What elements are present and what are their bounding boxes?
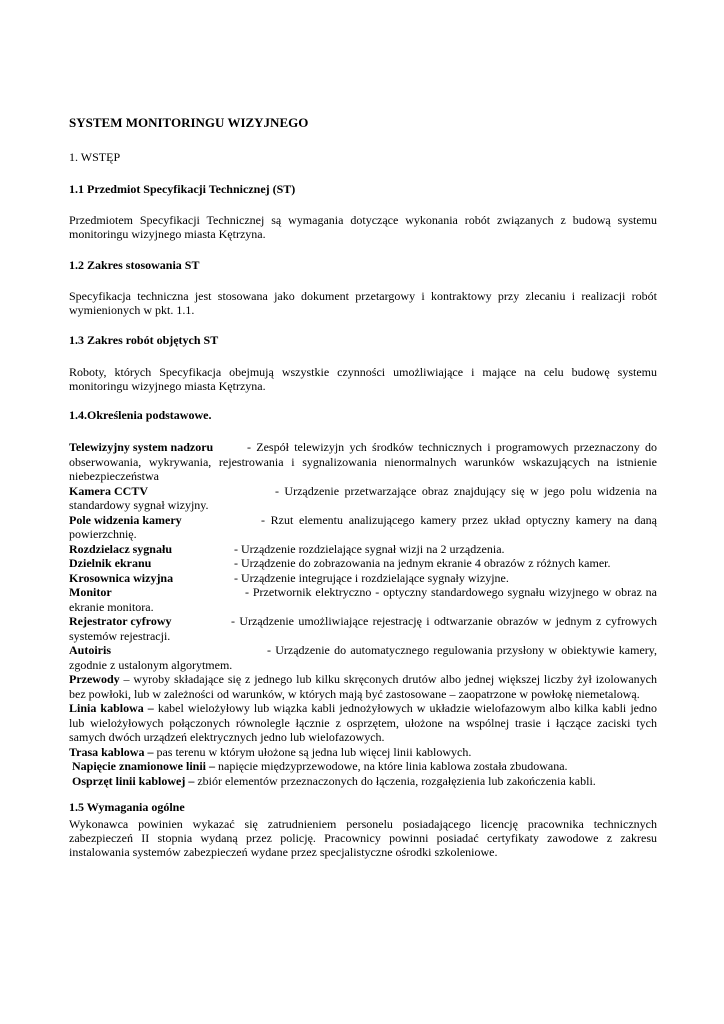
definition-text: - Rzut elementu analizującego kamery przez układ optyczny kamery na daną bbox=[261, 512, 657, 527]
section-1-3-heading: 1.3 Zakres robót objętych ST bbox=[69, 333, 219, 347]
definition-item bbox=[69, 513, 657, 528]
definition-term: Dzielnik ekranu bbox=[69, 556, 152, 570]
definition-term: Kamera CCTV bbox=[69, 483, 148, 498]
definition-term: Napięcie znamionowe linii – bbox=[69, 759, 215, 773]
definition-text: kabel wielożyłowy lub wiązka kabli jednożyłowych w układzie wielofazowym albo kilka kabli jedno bbox=[153, 701, 657, 715]
definition-text: pas terenu w którym ułożone są jedna lub więcej linii kablowych. bbox=[153, 744, 472, 759]
definition-term: Pole widzenia kamery bbox=[69, 512, 182, 527]
definition-text: - Urządzenie rozdzielające sygnał wizji na 2 urządzenia. bbox=[234, 541, 505, 556]
section-1-5-heading: 1.5 Wymagania ogólne bbox=[69, 800, 185, 814]
definition-term: Monitor bbox=[69, 585, 112, 599]
paragraph-line: wymienionych w pkt. 1.1. bbox=[69, 303, 195, 317]
definition-text-continued: systemów rejestracji. bbox=[69, 628, 171, 643]
definition-text: - Urządzenie do zobrazowania na jednym ekranie 4 obrazów z różnych kamer. bbox=[234, 556, 611, 570]
paragraph-line: Przedmiotem Specyfikacji Technicznej są wymagania dotyczące wykonania robót związanych z budową systemu bbox=[69, 213, 657, 227]
definition-trasa-kablowa bbox=[69, 745, 657, 760]
paragraph-line: monitoringu wizyjnego miasta Kętrzyna. bbox=[69, 227, 266, 241]
definition-item bbox=[69, 614, 657, 629]
definition-item bbox=[69, 440, 657, 455]
definition-text-continued: powierzchnię. bbox=[69, 527, 137, 541]
definition-text-continued: lub wielożyłowych połączonych równolegle łącznie z osprzętem, ułożone na wspólnej trasie i łączące zaciski tych bbox=[69, 715, 657, 730]
definition-text-continued: bez powłoki, lub w zależności od warunków, w których mają być zastosowane – zaopatrzone w powłokę niemetalową. bbox=[69, 686, 640, 701]
definition-text: - Urządzenie integrujące i rozdzielające sygnały wizyjne. bbox=[234, 570, 509, 585]
definition-linia-kablowa bbox=[69, 701, 657, 716]
section-1-heading: 1. WSTĘP bbox=[69, 150, 121, 164]
paragraph-line: Wykonawca powinien wykazać się zatrudnieniem personelu posiadającego licencję pracownika technicznych bbox=[69, 817, 657, 831]
paragraph-line: instalowania systemów zabezpieczeń wydane przez specjalistyczne ośrodki szkoleniowe. bbox=[69, 845, 498, 859]
section-1-3-paragraph bbox=[69, 365, 657, 393]
paragraph-line: Specyfikacja techniczna jest stosowana jako dokument przetargowy i kontraktowy przy zlecaniu i realizacji robót bbox=[69, 289, 657, 303]
definition-term: Trasa kablowa – bbox=[69, 744, 154, 759]
definition-osprzet bbox=[69, 774, 657, 789]
definition-term: Rejestrator cyfrowy bbox=[69, 614, 172, 628]
section-1-5-paragraph bbox=[69, 817, 657, 859]
definition-text: - Zespół telewizyjn ych środków technicznych i programowych przeznaczony do bbox=[247, 440, 657, 454]
definition-item bbox=[69, 542, 657, 557]
definition-term: Telewizyjny system nadzoru bbox=[69, 440, 214, 454]
definition-text-continued: zgodnie z ustalonym algorytmem. bbox=[69, 657, 233, 672]
definition-napiecie-znamionowe bbox=[69, 759, 657, 774]
section-1-1-paragraph bbox=[69, 213, 657, 241]
definition-text: - Urządzenie umożliwiające rejestrację i odtwarzanie obrazów w jednym z cyfrowych bbox=[231, 614, 657, 628]
definition-text-continued: samych dwóch urządzeń elektrycznych jedno lub wielofazowych. bbox=[69, 730, 385, 744]
definitions-list bbox=[69, 440, 657, 788]
definition-term: Autoiris bbox=[69, 643, 111, 657]
definition-item bbox=[69, 571, 657, 586]
definition-text-continued: ekranie monitora. bbox=[69, 599, 154, 614]
definition-text: - Urządzenie przetwarzające obraz znajdujący się w jego polu widzenia na bbox=[275, 483, 657, 498]
definition-text: - Przetwornik elektryczno - optyczny standardowego sygnału wizyjnego w obraz na bbox=[245, 585, 657, 599]
section-1-1-heading: 1.1 Przedmiot Specyfikacji Technicznej (ST) bbox=[69, 182, 296, 196]
definition-text-continued: niebezpieczeństwa bbox=[69, 469, 159, 483]
section-1-2-paragraph bbox=[69, 289, 657, 317]
section-1-2-heading: 1.2 Zakres stosowania ST bbox=[69, 258, 200, 272]
definition-text: zbiór elementów przeznaczonych do łączenia, rozgałęzienia lub zakończenia kabli. bbox=[194, 773, 596, 788]
definition-text-continued: standardowy sygnał wizyjny. bbox=[69, 498, 209, 512]
paragraph-line: Roboty, których Specyfikacja obejmują wszystkie czynności umożliwiające i mające na celu budowę systemu bbox=[69, 365, 657, 379]
definition-przewody bbox=[69, 672, 657, 687]
definition-item bbox=[69, 484, 657, 499]
definition-text-continued: obserwowania, wykrywania, rejestrowania i sygnalizowania nienormalnych warunków wskazujących na istnienie bbox=[69, 454, 657, 469]
definition-term: Linia kablowa – bbox=[69, 701, 154, 715]
definition-item bbox=[69, 643, 657, 658]
definition-text: - Urządzenie do automatycznego regulowania przysłony w obiektywie kamery, bbox=[267, 643, 657, 657]
definition-term: Osprzęt linii kablowej – bbox=[69, 773, 195, 788]
definition-term: Rozdzielacz sygnału bbox=[69, 541, 172, 556]
definition-text: napięcie międzyprzewodowe, na które linia kablowa została zbudowana. bbox=[215, 759, 568, 773]
definition-item bbox=[69, 585, 657, 600]
definition-text: – wyroby składające się z jednego lub kilku skręconych drutów albo jednej większej liczby żył izolowanych bbox=[119, 672, 657, 686]
paragraph-line: zabezpieczeń II stopnia wydaną przez policję. Pracownicy powinni posiadać certyfikaty zawodowe z zakresu bbox=[69, 831, 657, 845]
document-title: SYSTEM MONITORINGU WIZYJNEGO bbox=[69, 115, 309, 130]
definition-term: Krosownica wizyjna bbox=[69, 570, 174, 585]
section-1-4-heading: 1.4.Określenia podstawowe. bbox=[69, 408, 212, 422]
definition-item bbox=[69, 556, 657, 571]
paragraph-line: monitoringu wizyjnego miasta Kętrzyna. bbox=[69, 379, 266, 393]
definition-term: Przewody bbox=[69, 672, 120, 686]
